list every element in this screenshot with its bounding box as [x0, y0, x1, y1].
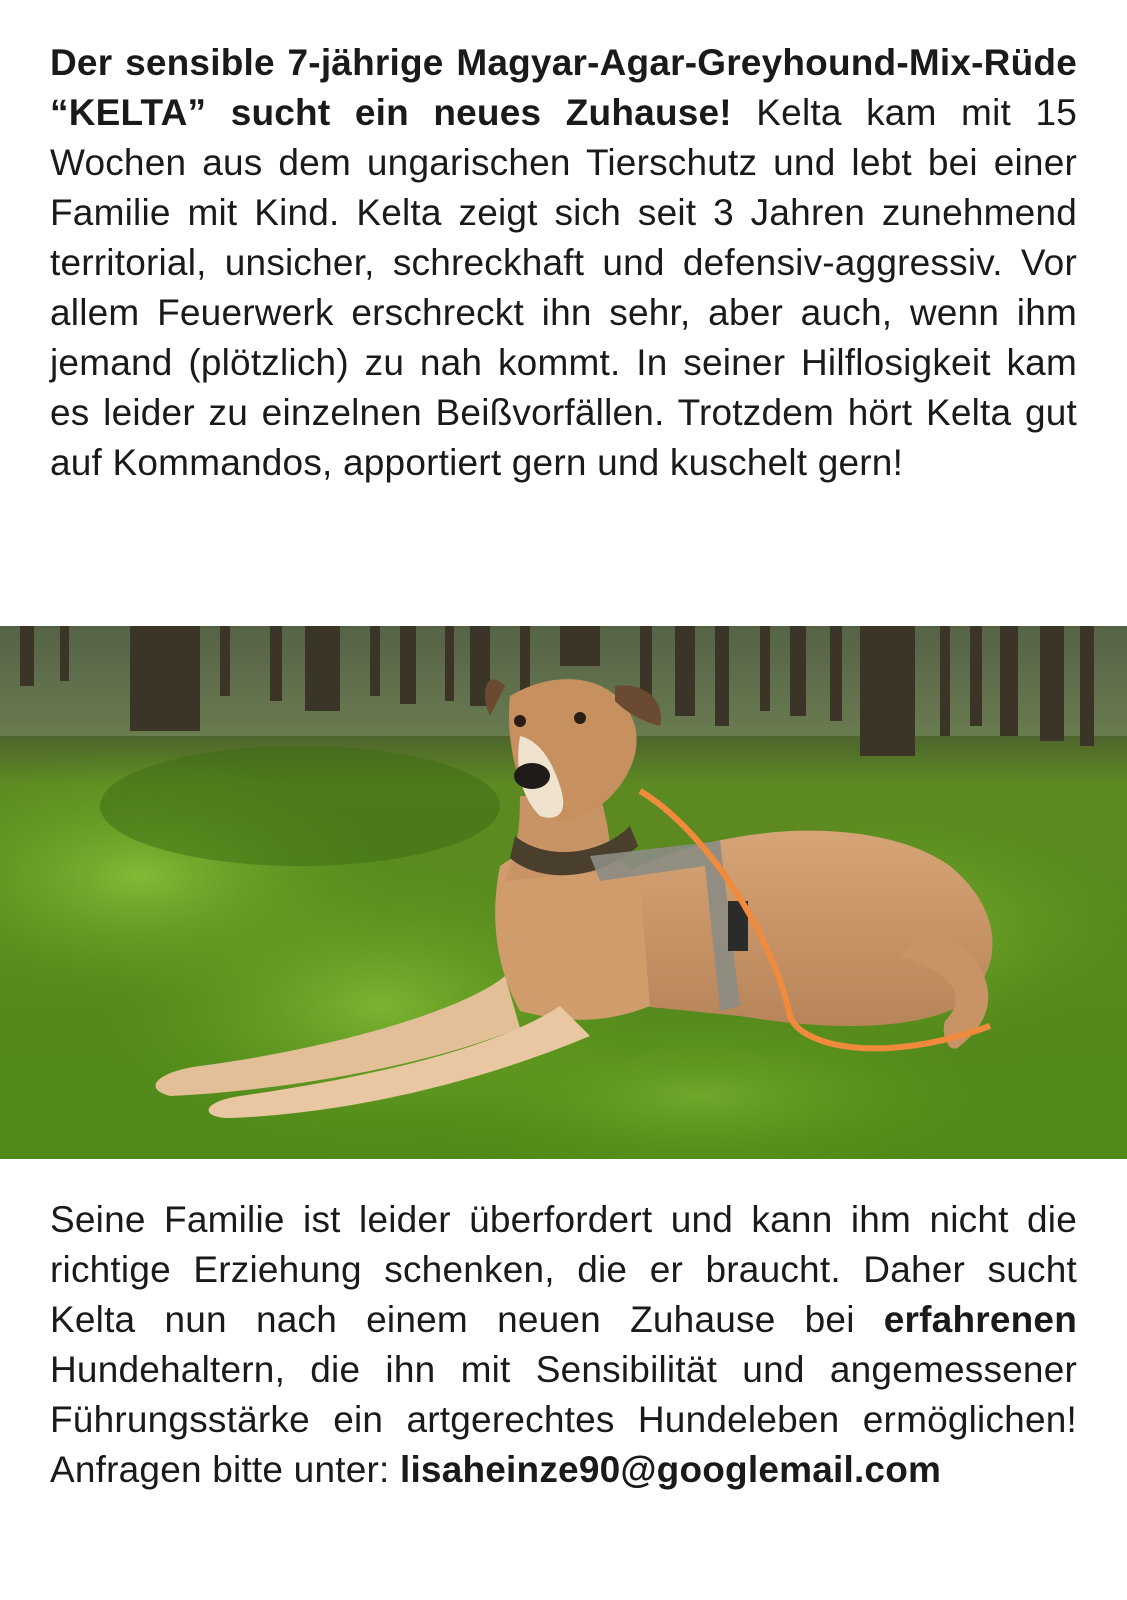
dog-photo	[0, 626, 1127, 1159]
emphasis-experienced: erfahrenen	[883, 1299, 1077, 1340]
intro-body: Kelta kam mit 15 Wochen aus dem ungarischen Tierschutz und lebt bei einer Familie mit Kind. Kelta zeigt sich seit 3 Jahren zunehmend territorial, unsicher, schreckhaft und defensiv-aggressiv. Vor allem Feuerwerk erschreckt ihn sehr, aber auch, wenn ihm jemand (plötzlich) zu nah kommt. In seiner Hilflosigkeit kam es leider zu einzelnen Beißvorfällen. Trotzdem hört Kelta gut auf Kommandos, apportiert gern und kuschelt gern!	[50, 92, 1077, 483]
outro-paragraph	[50, 1195, 1077, 1495]
intro-paragraph	[50, 38, 1077, 488]
contact-email: lisaheinze90@googlemail.com	[399, 1449, 942, 1490]
outro-text-1: Seine Familie ist leider überfordert und kann ihm nicht die richtige Erziehung schenken, die er braucht. Daher sucht Kelta nun nach einem neuen Zuhause bei	[50, 1199, 1077, 1340]
headline: Der sensible 7-jährige Magyar-Agar-Greyhound-Mix-Rüde “KELTA” sucht ein neues Zuhause!	[50, 42, 1077, 133]
outro-text-2: Hundehaltern, die ihn mit Sensibilität und angemessener Führungsstärke ein artgerechtes Hundeleben ermöglichen! Anfragen bitte unter:	[50, 1349, 1077, 1490]
